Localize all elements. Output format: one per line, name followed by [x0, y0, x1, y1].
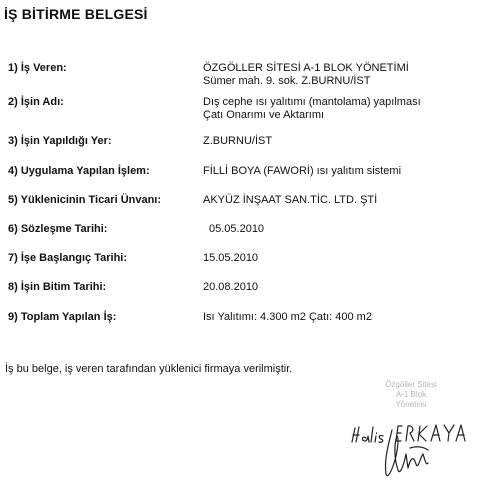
field-value [203, 96, 475, 122]
stamp-line: Yönetimi [395, 400, 427, 409]
field-value [203, 311, 475, 324]
field-label: 8) İşin Bitim Tarihi: [8, 281, 107, 293]
faded-stamp [372, 380, 450, 410]
field-label: 6) Sözleşme Tarihi: [8, 223, 108, 235]
field-label: 2) İşin Adı: [8, 96, 64, 108]
field-value [209, 223, 480, 236]
field-value-line: AKYÜZ İNŞAAT SAN.TİC. LTD. ŞTİ [203, 194, 378, 206]
field-value-line: Sümer mah. 9. sok. Z.BURNU/İST [203, 75, 371, 87]
field-label: 7) İşe Başlangıç Tarihi: [8, 252, 128, 264]
field-value [203, 135, 475, 148]
handwritten-signature [340, 408, 480, 483]
field-value [203, 281, 475, 294]
field-value-line: ÖZGÖLLER SİTESİ A-1 BLOK YÖNETİMİ [203, 62, 409, 74]
field-value [203, 165, 475, 178]
field-value-line: 20.08.2010 [203, 281, 259, 293]
document-title: İŞ BİTİRME BELGESİ [4, 6, 148, 22]
issuance-note: İş bu belge, iş veren tarafından yüklenici firmaya verilmiştir. [5, 363, 293, 375]
field-value-line: FİLLİ BOYA (FAWORİ) ısı yalıtım sistemi [203, 165, 402, 177]
stamp-line: Özgöller Sitesi [385, 380, 437, 389]
field-value-line: Z.BURNU/İST [203, 135, 273, 147]
field-value-line: Dış cephe ısı yalıtımı (mantolama) yapılması [203, 96, 421, 108]
field-value-line: Çatı Onarımı ve Aktarımı [203, 109, 325, 121]
field-label: 9) Toplam Yapılan İş: [8, 311, 117, 323]
field-value [203, 194, 475, 207]
field-label: 4) Uygulama Yapılan İşlem: [8, 165, 150, 177]
field-label: 1) İş Veren: [8, 62, 67, 74]
field-value-line: Isı Yalıtımı: 4.300 m2 Çatı: 400 m2 [203, 311, 372, 323]
field-value-line: 05.05.2010 [209, 223, 265, 235]
field-label: 3) İşin Yapıldığı Yer: [8, 135, 112, 147]
field-label: 5) Yüklenicinin Ticari Ünvanı: [8, 194, 162, 206]
stamp-line: A-1 Blok [395, 390, 427, 399]
field-value-line: 15.05.2010 [203, 252, 259, 264]
field-value [203, 62, 475, 88]
field-value [203, 252, 475, 265]
